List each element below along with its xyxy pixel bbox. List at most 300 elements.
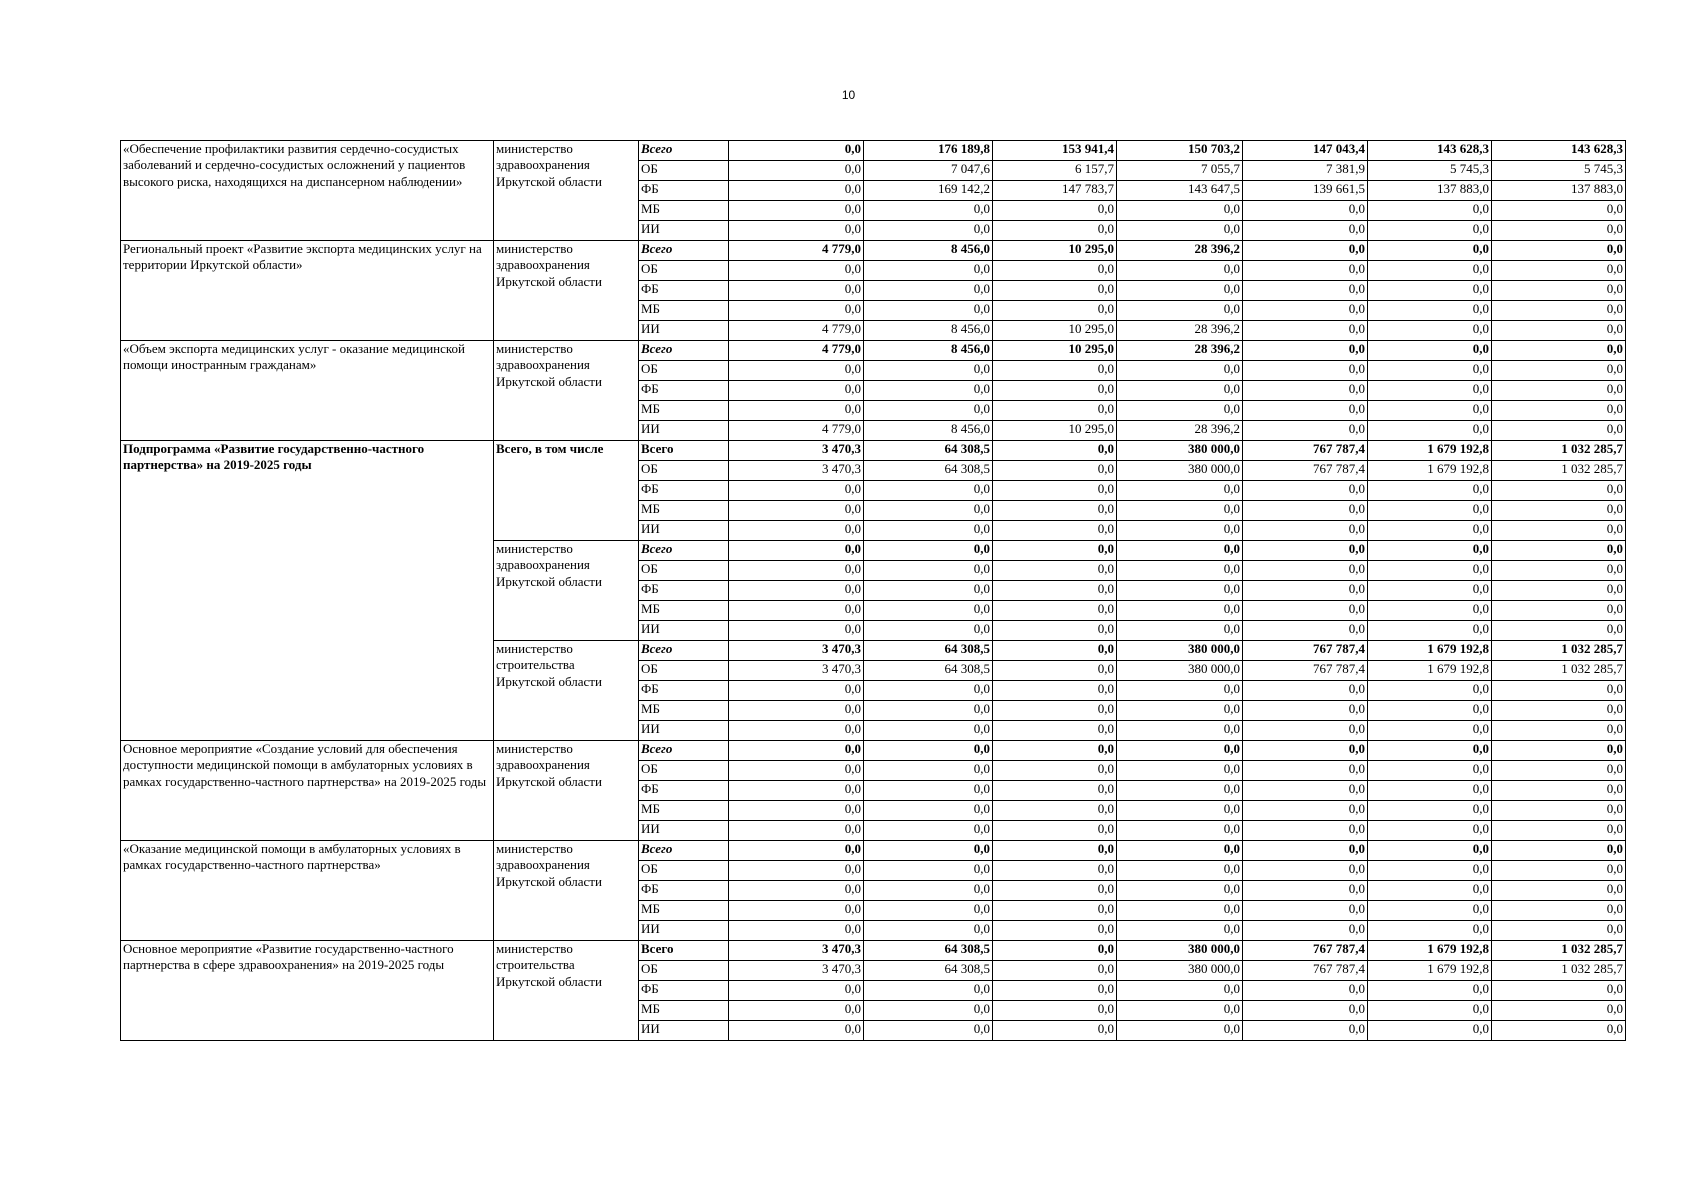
amount-cell: 0,0 [1117, 381, 1243, 401]
amount-cell: 64 308,5 [864, 441, 993, 461]
amount-cell: 4 779,0 [729, 341, 864, 361]
amount-cell: 0,0 [1243, 801, 1368, 821]
funding-source: Всего [639, 441, 729, 461]
amount-cell: 0,0 [993, 601, 1117, 621]
amount-cell: 0,0 [1492, 341, 1626, 361]
amount-cell: 0,0 [1368, 321, 1492, 341]
amount-cell: 0,0 [1492, 761, 1626, 781]
amount-cell: 0,0 [864, 921, 993, 941]
funding-source: ИИ [639, 721, 729, 741]
amount-cell: 1 679 192,8 [1368, 961, 1492, 981]
amount-cell: 0,0 [729, 181, 864, 201]
amount-cell: 0,0 [729, 201, 864, 221]
amount-cell: 0,0 [1368, 721, 1492, 741]
amount-cell: 0,0 [729, 801, 864, 821]
amount-cell: 0,0 [864, 361, 993, 381]
amount-cell: 10 295,0 [993, 341, 1117, 361]
funding-source: Всего [639, 741, 729, 761]
table-row [121, 241, 1626, 261]
amount-cell: 64 308,5 [864, 641, 993, 661]
amount-cell: 0,0 [993, 661, 1117, 681]
amount-cell: 5 745,3 [1368, 161, 1492, 181]
amount-cell: 3 470,3 [729, 441, 864, 461]
amount-cell: 143 628,3 [1368, 141, 1492, 161]
amount-cell: 0,0 [1368, 261, 1492, 281]
amount-cell: 0,0 [993, 641, 1117, 661]
amount-cell: 64 308,5 [864, 961, 993, 981]
amount-cell: 0,0 [729, 161, 864, 181]
amount-cell: 0,0 [1117, 981, 1243, 1001]
amount-cell: 8 456,0 [864, 241, 993, 261]
amount-cell: 0,0 [993, 461, 1117, 481]
amount-cell: 0,0 [993, 1021, 1117, 1041]
amount-cell: 0,0 [729, 741, 864, 761]
funding-source: МБ [639, 201, 729, 221]
amount-cell: 0,0 [1492, 1001, 1626, 1021]
amount-cell: 0,0 [729, 501, 864, 521]
amount-cell: 380 000,0 [1117, 961, 1243, 981]
funding-source: Всего [639, 341, 729, 361]
amount-cell: 0,0 [1117, 901, 1243, 921]
funding-source: ОБ [639, 761, 729, 781]
amount-cell: 7 381,9 [1243, 161, 1368, 181]
amount-cell: 0,0 [1368, 981, 1492, 1001]
amount-cell: 0,0 [1243, 361, 1368, 381]
amount-cell: 64 308,5 [864, 941, 993, 961]
amount-cell: 0,0 [1243, 521, 1368, 541]
amount-cell: 0,0 [1492, 321, 1626, 341]
activity-name: Основное мероприятие «Развитие государственно-частного партнерства в сфере здравоохранения» на 2019-2025 годы [121, 941, 494, 1041]
table-row [121, 841, 1626, 861]
amount-cell: 0,0 [993, 1001, 1117, 1021]
amount-cell: 0,0 [1368, 781, 1492, 801]
amount-cell: 0,0 [1492, 981, 1626, 1001]
funding-source: ФБ [639, 281, 729, 301]
amount-cell: 0,0 [1117, 721, 1243, 741]
amount-cell: 0,0 [993, 541, 1117, 561]
amount-cell: 0,0 [1243, 841, 1368, 861]
amount-cell: 0,0 [1492, 361, 1626, 381]
amount-cell: 3 470,3 [729, 661, 864, 681]
amount-cell: 0,0 [1243, 201, 1368, 221]
amount-cell: 0,0 [993, 861, 1117, 881]
amount-cell: 0,0 [729, 521, 864, 541]
amount-cell: 0,0 [1117, 741, 1243, 761]
amount-cell: 0,0 [1243, 321, 1368, 341]
amount-cell: 150 703,2 [1117, 141, 1243, 161]
amount-cell: 0,0 [1492, 521, 1626, 541]
amount-cell: 0,0 [993, 701, 1117, 721]
amount-cell: 0,0 [1117, 361, 1243, 381]
amount-cell: 0,0 [1368, 541, 1492, 561]
amount-cell: 0,0 [993, 901, 1117, 921]
amount-cell: 0,0 [1117, 581, 1243, 601]
amount-cell: 0,0 [729, 541, 864, 561]
amount-cell: 0,0 [1243, 221, 1368, 241]
amount-cell: 0,0 [1368, 361, 1492, 381]
amount-cell: 0,0 [1368, 581, 1492, 601]
amount-cell: 0,0 [1368, 221, 1492, 241]
funding-source: Всего [639, 141, 729, 161]
page-number: 10 [841, 88, 856, 102]
amount-cell: 0,0 [1117, 821, 1243, 841]
amount-cell: 3 470,3 [729, 641, 864, 661]
amount-cell: 0,0 [864, 401, 993, 421]
table-row [121, 441, 1626, 461]
amount-cell: 0,0 [993, 501, 1117, 521]
amount-cell: 0,0 [1243, 861, 1368, 881]
amount-cell: 0,0 [1243, 341, 1368, 361]
amount-cell: 0,0 [1492, 501, 1626, 521]
activity-name: Региональный проект «Развитие экспорта медицинских услуг на территории Иркутской области» [121, 241, 494, 341]
amount-cell: 0,0 [864, 201, 993, 221]
amount-cell: 0,0 [1243, 621, 1368, 641]
amount-cell: 4 779,0 [729, 241, 864, 261]
amount-cell: 0,0 [864, 541, 993, 561]
amount-cell: 0,0 [1117, 601, 1243, 621]
amount-cell: 767 787,4 [1243, 961, 1368, 981]
amount-cell: 0,0 [1492, 741, 1626, 761]
amount-cell: 0,0 [1243, 501, 1368, 521]
amount-cell: 0,0 [864, 741, 993, 761]
amount-cell: 0,0 [1117, 481, 1243, 501]
amount-cell: 153 941,4 [993, 141, 1117, 161]
funding-source: ФБ [639, 981, 729, 1001]
funding-source: ФБ [639, 481, 729, 501]
amount-cell: 0,0 [1492, 281, 1626, 301]
amount-cell: 1 032 285,7 [1492, 641, 1626, 661]
executor-name: Всего, в том числе [494, 441, 639, 541]
amount-cell: 0,0 [864, 521, 993, 541]
amount-cell: 767 787,4 [1243, 641, 1368, 661]
funding-source: ФБ [639, 881, 729, 901]
amount-cell: 0,0 [864, 901, 993, 921]
amount-cell: 1 679 192,8 [1368, 461, 1492, 481]
amount-cell: 0,0 [993, 561, 1117, 581]
amount-cell: 0,0 [1117, 801, 1243, 821]
amount-cell: 0,0 [1243, 981, 1368, 1001]
amount-cell: 0,0 [993, 741, 1117, 761]
activity-name: Подпрограмма «Развитие государственно-частного партнерства» на 2019-2025 годы [121, 441, 494, 741]
table-row [121, 341, 1626, 361]
amount-cell: 0,0 [1368, 861, 1492, 881]
amount-cell: 0,0 [1117, 1001, 1243, 1021]
amount-cell: 0,0 [864, 1021, 993, 1041]
amount-cell: 0,0 [1243, 761, 1368, 781]
funding-source: МБ [639, 501, 729, 521]
amount-cell: 0,0 [1492, 581, 1626, 601]
funding-source: ФБ [639, 681, 729, 701]
amount-cell: 0,0 [729, 561, 864, 581]
amount-cell: 0,0 [993, 261, 1117, 281]
amount-cell: 1 679 192,8 [1368, 661, 1492, 681]
amount-cell: 0,0 [1492, 821, 1626, 841]
amount-cell: 380 000,0 [1117, 661, 1243, 681]
amount-cell: 0,0 [1117, 701, 1243, 721]
amount-cell: 0,0 [729, 841, 864, 861]
funding-source: МБ [639, 1001, 729, 1021]
funding-source: ОБ [639, 161, 729, 181]
amount-cell: 0,0 [1243, 541, 1368, 561]
amount-cell: 0,0 [1368, 281, 1492, 301]
activity-name: «Обеспечение профилактики развития сердечно-сосудистых заболеваний и сердечно-сосудистых осложнений у пациентов высокого риска, находящихся на диспансерном наблюдении» [121, 141, 494, 241]
amount-cell: 0,0 [1368, 201, 1492, 221]
amount-cell: 1 032 285,7 [1492, 461, 1626, 481]
amount-cell: 64 308,5 [864, 661, 993, 681]
funding-source: МБ [639, 601, 729, 621]
funding-source: Всего [639, 941, 729, 961]
funding-source: ИИ [639, 621, 729, 641]
amount-cell: 0,0 [1117, 881, 1243, 901]
funding-source: Всего [639, 841, 729, 861]
amount-cell: 0,0 [1117, 861, 1243, 881]
amount-cell: 0,0 [1243, 901, 1368, 921]
funding-source: ИИ [639, 521, 729, 541]
amount-cell: 0,0 [1117, 521, 1243, 541]
amount-cell: 0,0 [864, 981, 993, 1001]
amount-cell: 1 032 285,7 [1492, 941, 1626, 961]
amount-cell: 0,0 [1492, 421, 1626, 441]
amount-cell: 0,0 [993, 801, 1117, 821]
amount-cell: 3 470,3 [729, 941, 864, 961]
funding-source: ИИ [639, 821, 729, 841]
amount-cell: 0,0 [993, 621, 1117, 641]
amount-cell: 0,0 [1368, 241, 1492, 261]
amount-cell: 0,0 [1368, 401, 1492, 421]
amount-cell: 0,0 [864, 261, 993, 281]
amount-cell: 0,0 [1117, 621, 1243, 641]
amount-cell: 0,0 [1243, 1021, 1368, 1041]
amount-cell: 0,0 [1492, 381, 1626, 401]
amount-cell: 0,0 [993, 821, 1117, 841]
funding-source: МБ [639, 301, 729, 321]
funding-source: ФБ [639, 781, 729, 801]
funding-source: ИИ [639, 921, 729, 941]
amount-cell: 10 295,0 [993, 241, 1117, 261]
amount-cell: 0,0 [729, 921, 864, 941]
amount-cell: 0,0 [729, 701, 864, 721]
amount-cell: 0,0 [1243, 701, 1368, 721]
funding-source: ОБ [639, 361, 729, 381]
amount-cell: 143 647,5 [1117, 181, 1243, 201]
executor-name: министерство здравоохранения Иркутской области [494, 141, 639, 241]
amount-cell: 1 679 192,8 [1368, 641, 1492, 661]
amount-cell: 380 000,0 [1117, 941, 1243, 961]
amount-cell: 0,0 [864, 621, 993, 641]
amount-cell: 0,0 [993, 781, 1117, 801]
amount-cell: 0,0 [1492, 921, 1626, 941]
amount-cell: 0,0 [1243, 781, 1368, 801]
funding-source: ИИ [639, 1021, 729, 1041]
funding-source: МБ [639, 801, 729, 821]
amount-cell: 0,0 [729, 1001, 864, 1021]
executor-name: министерство здравоохранения Иркутской области [494, 541, 639, 641]
amount-cell: 0,0 [1492, 901, 1626, 921]
amount-cell: 0,0 [1492, 1021, 1626, 1041]
amount-cell: 0,0 [864, 301, 993, 321]
amount-cell: 0,0 [864, 581, 993, 601]
amount-cell: 380 000,0 [1117, 441, 1243, 461]
amount-cell: 0,0 [864, 841, 993, 861]
amount-cell: 0,0 [993, 841, 1117, 861]
amount-cell: 0,0 [729, 481, 864, 501]
amount-cell: 0,0 [729, 781, 864, 801]
amount-cell: 0,0 [1243, 681, 1368, 701]
amount-cell: 0,0 [1368, 421, 1492, 441]
amount-cell: 0,0 [864, 281, 993, 301]
amount-cell: 0,0 [993, 961, 1117, 981]
funding-source: ОБ [639, 661, 729, 681]
funding-source: ОБ [639, 961, 729, 981]
amount-cell: 0,0 [993, 381, 1117, 401]
amount-cell: 0,0 [729, 901, 864, 921]
amount-cell: 0,0 [1492, 721, 1626, 741]
amount-cell: 0,0 [1492, 841, 1626, 861]
amount-cell: 0,0 [864, 821, 993, 841]
amount-cell: 0,0 [1117, 841, 1243, 861]
amount-cell: 0,0 [1492, 861, 1626, 881]
amount-cell: 0,0 [864, 501, 993, 521]
amount-cell: 1 032 285,7 [1492, 961, 1626, 981]
amount-cell: 0,0 [1492, 301, 1626, 321]
amount-cell: 0,0 [729, 721, 864, 741]
amount-cell: 0,0 [1243, 261, 1368, 281]
amount-cell: 0,0 [729, 301, 864, 321]
amount-cell: 0,0 [1243, 481, 1368, 501]
activity-name: «Объем экспорта медицинских услуг - оказание медицинской помощи иностранным гражданам» [121, 341, 494, 441]
amount-cell: 0,0 [1243, 921, 1368, 941]
funding-source: Всего [639, 641, 729, 661]
amount-cell: 1 032 285,7 [1492, 661, 1626, 681]
amount-cell: 0,0 [993, 681, 1117, 701]
amount-cell: 0,0 [864, 701, 993, 721]
funding-source: МБ [639, 401, 729, 421]
activity-name: Основное мероприятие «Создание условий для обеспечения доступности медицинской помощи в амбулаторных условиях в рамках государственно-частного партнерства» на 2019-2025 годы [121, 741, 494, 841]
amount-cell: 0,0 [1243, 601, 1368, 621]
amount-cell: 0,0 [1492, 241, 1626, 261]
amount-cell: 0,0 [864, 681, 993, 701]
amount-cell: 0,0 [864, 861, 993, 881]
amount-cell: 4 779,0 [729, 321, 864, 341]
amount-cell: 0,0 [1368, 561, 1492, 581]
amount-cell: 0,0 [1492, 601, 1626, 621]
amount-cell: 147 043,4 [1243, 141, 1368, 161]
amount-cell: 0,0 [729, 141, 864, 161]
amount-cell: 0,0 [1368, 801, 1492, 821]
amount-cell: 7 055,7 [1117, 161, 1243, 181]
funding-source: ФБ [639, 381, 729, 401]
amount-cell: 1 679 192,8 [1368, 941, 1492, 961]
amount-cell: 0,0 [993, 301, 1117, 321]
amount-cell: 0,0 [864, 561, 993, 581]
funding-source: ОБ [639, 561, 729, 581]
amount-cell: 169 142,2 [864, 181, 993, 201]
amount-cell: 0,0 [1117, 261, 1243, 281]
amount-cell: 0,0 [1117, 281, 1243, 301]
amount-cell: 28 396,2 [1117, 241, 1243, 261]
amount-cell: 0,0 [1492, 681, 1626, 701]
amount-cell: 0,0 [729, 401, 864, 421]
amount-cell: 0,0 [729, 981, 864, 1001]
amount-cell: 0,0 [993, 361, 1117, 381]
amount-cell: 7 047,6 [864, 161, 993, 181]
amount-cell: 0,0 [729, 381, 864, 401]
amount-cell: 0,0 [993, 981, 1117, 1001]
executor-name: министерство строительства Иркутской области [494, 641, 639, 741]
amount-cell: 0,0 [993, 281, 1117, 301]
amount-cell: 767 787,4 [1243, 941, 1368, 961]
amount-cell: 767 787,4 [1243, 461, 1368, 481]
amount-cell: 8 456,0 [864, 341, 993, 361]
amount-cell: 0,0 [1368, 741, 1492, 761]
amount-cell: 0,0 [1368, 821, 1492, 841]
executor-name: министерство здравоохранения Иркутской области [494, 841, 639, 941]
amount-cell: 0,0 [1368, 621, 1492, 641]
amount-cell: 139 661,5 [1243, 181, 1368, 201]
amount-cell: 0,0 [1117, 921, 1243, 941]
executor-name: министерство здравоохранения Иркутской области [494, 341, 639, 441]
amount-cell: 0,0 [1243, 1001, 1368, 1021]
amount-cell: 0,0 [729, 681, 864, 701]
funding-source: ФБ [639, 181, 729, 201]
amount-cell: 0,0 [1368, 1001, 1492, 1021]
amount-cell: 0,0 [1368, 381, 1492, 401]
amount-cell: 8 456,0 [864, 421, 993, 441]
amount-cell: 0,0 [729, 261, 864, 281]
funding-source: МБ [639, 901, 729, 921]
amount-cell: 0,0 [729, 601, 864, 621]
amount-cell: 0,0 [1492, 401, 1626, 421]
amount-cell: 0,0 [864, 601, 993, 621]
amount-cell: 0,0 [864, 481, 993, 501]
amount-cell: 0,0 [993, 521, 1117, 541]
amount-cell: 0,0 [993, 201, 1117, 221]
amount-cell: 0,0 [1243, 421, 1368, 441]
amount-cell: 0,0 [993, 941, 1117, 961]
amount-cell: 0,0 [729, 221, 864, 241]
amount-cell: 0,0 [864, 221, 993, 241]
table-row [121, 741, 1626, 761]
funding-source: ОБ [639, 261, 729, 281]
amount-cell: 767 787,4 [1243, 661, 1368, 681]
amount-cell: 0,0 [1117, 201, 1243, 221]
amount-cell: 0,0 [1117, 1021, 1243, 1041]
amount-cell: 3 470,3 [729, 461, 864, 481]
amount-cell: 0,0 [729, 621, 864, 641]
amount-cell: 0,0 [1243, 821, 1368, 841]
amount-cell: 0,0 [864, 761, 993, 781]
amount-cell: 0,0 [864, 721, 993, 741]
amount-cell: 0,0 [729, 861, 864, 881]
amount-cell: 0,0 [993, 441, 1117, 461]
amount-cell: 0,0 [1243, 741, 1368, 761]
funding-source: ИИ [639, 421, 729, 441]
amount-cell: 0,0 [1243, 381, 1368, 401]
amount-cell: 0,0 [864, 381, 993, 401]
amount-cell: 0,0 [1117, 501, 1243, 521]
amount-cell: 0,0 [1368, 921, 1492, 941]
funding-source: ОБ [639, 461, 729, 481]
funding-source: Всего [639, 241, 729, 261]
amount-cell: 380 000,0 [1117, 461, 1243, 481]
amount-cell: 0,0 [1492, 561, 1626, 581]
amount-cell: 0,0 [1243, 241, 1368, 261]
amount-cell: 0,0 [1492, 261, 1626, 281]
amount-cell: 28 396,2 [1117, 341, 1243, 361]
amount-cell: 0,0 [1368, 501, 1492, 521]
amount-cell: 137 883,0 [1368, 181, 1492, 201]
amount-cell: 1 032 285,7 [1492, 441, 1626, 461]
